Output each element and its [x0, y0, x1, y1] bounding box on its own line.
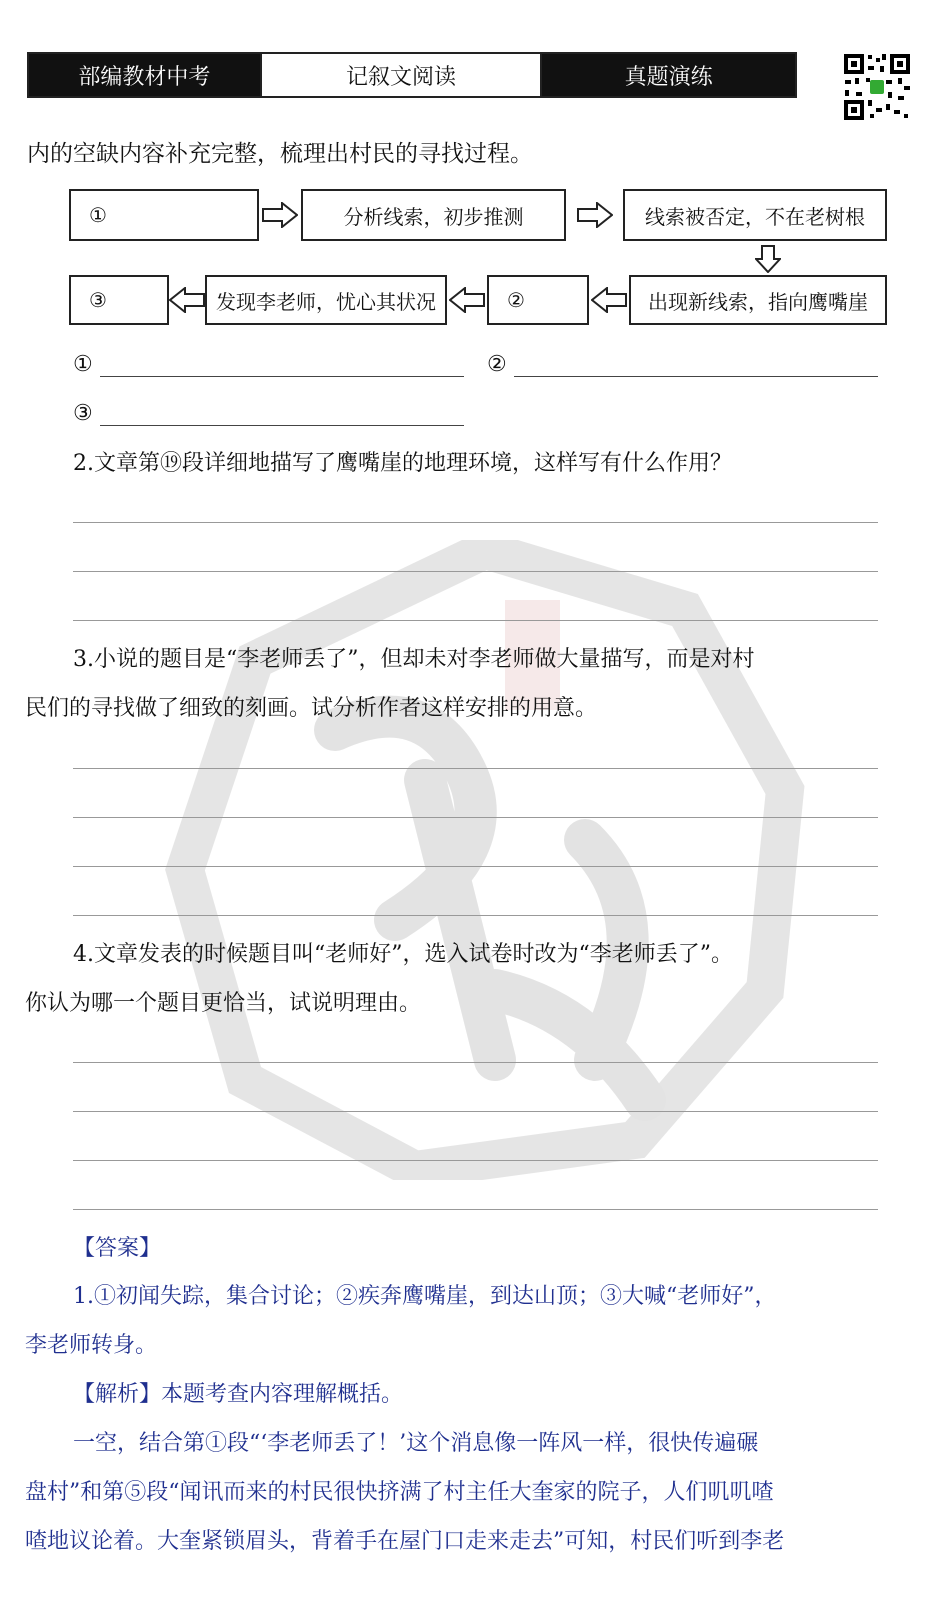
question-4-line-2: 你认为哪一个题目更恰当，试说明理由。	[25, 991, 422, 1016]
header-left: 部编教材中考	[29, 54, 260, 96]
answer-line[interactable]	[73, 571, 878, 572]
blank-label-3: ③	[73, 401, 93, 426]
intro-line: 内的空缺内容补充完整，梳理出村民的寻找过程。	[27, 141, 533, 167]
header-middle: 记叙文阅读	[260, 54, 543, 96]
blank-line-1[interactable]	[100, 376, 464, 377]
question-3-line-1: 3.小说的题目是“李老师丢了”，但却未对李老师做大量描写，而是对村	[73, 647, 755, 672]
answer-line[interactable]	[73, 866, 878, 867]
left-arrow-icon	[169, 287, 205, 313]
flow-box-4: 出现新线索，指向鹰嘴崖	[629, 275, 887, 325]
watermark-seal	[165, 540, 805, 1180]
blank-label-1: ①	[73, 352, 93, 377]
blank-line-2[interactable]	[514, 376, 878, 377]
answer-1-line-1: 1.①初闻失踪，集合讨论；②疾奔鹰嘴崖，到达山顶；③大喊“老师好”，	[73, 1284, 777, 1309]
down-arrow-icon	[755, 245, 781, 273]
answer-line[interactable]	[73, 1062, 878, 1063]
right-arrow-icon	[262, 202, 298, 228]
answer-1-line-2: 李老师转身。	[25, 1333, 158, 1358]
flow-box-6: 发现李老师，忧心其状况	[205, 275, 447, 325]
question-4-line-1: 4.文章发表的时候题目叫“老师好”，选入试卷时改为“李老师丢了”。	[73, 942, 733, 967]
answer-line[interactable]	[73, 1209, 878, 1210]
answer-line[interactable]	[73, 522, 878, 523]
header-right: 真题演练	[542, 54, 795, 96]
flow-box-2: 分析线索，初步推测	[301, 189, 566, 241]
left-arrow-icon	[591, 287, 627, 313]
flow-box-7: ③	[69, 275, 169, 325]
answer-line[interactable]	[73, 915, 878, 916]
analysis-paragraph-line-2: 盘村”和第⑤段“闻讯而来的村民很快挤满了村主任大奎家的院子，人们叽叽喳	[25, 1480, 774, 1505]
analysis-heading: 【解析】本题考查内容理解概括。	[73, 1382, 404, 1407]
answer-line[interactable]	[73, 620, 878, 621]
blank-line-3[interactable]	[100, 425, 464, 426]
analysis-paragraph-line-3: 喳地议论着。大奎紧锁眉头，背着手在屋门口走来走去”可知，村民们听到李老	[25, 1529, 785, 1554]
answer-line[interactable]	[73, 1111, 878, 1112]
qr-code-icon	[842, 52, 912, 122]
analysis-paragraph-line-1: 一空，结合第①段“‘李老师丢了！’这个消息像一阵风一样，很快传遍碾	[73, 1431, 759, 1456]
question-3-line-2: 民们的寻找做了细致的刻画。试分析作者这样安排的用意。	[25, 696, 598, 721]
right-arrow-icon	[577, 202, 613, 228]
flow-box-1: ①	[69, 189, 259, 241]
left-arrow-icon	[449, 287, 485, 313]
header-bar	[27, 52, 797, 98]
question-2: 2.文章第⑲段详细地描写了鹰嘴崖的地理环境，这样写有什么作用？	[73, 451, 732, 476]
answer-heading: 【答案】	[73, 1236, 162, 1261]
answer-line[interactable]	[73, 768, 878, 769]
answer-line[interactable]	[73, 1160, 878, 1161]
answer-line[interactable]	[73, 817, 878, 818]
flow-box-5: ②	[487, 275, 589, 325]
flow-box-3: 线索被否定，不在老树根	[623, 189, 887, 241]
blank-label-2: ②	[487, 352, 507, 377]
